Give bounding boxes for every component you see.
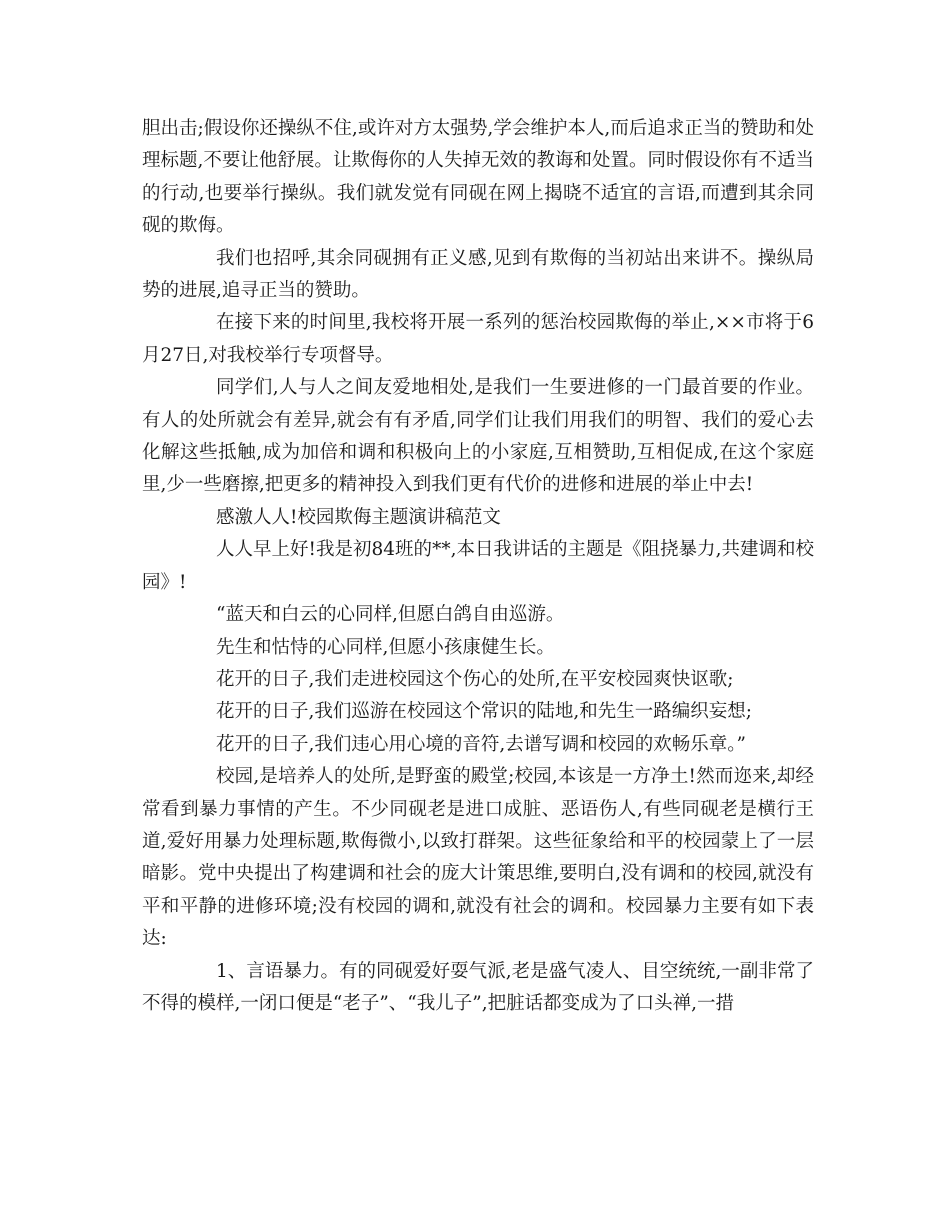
poem-line: 花开的日子,我们走进校园这个伤心的处所,在平安校园爽快讴歌; <box>216 668 734 690</box>
paragraph: 胆出击;假设你还操纵不住,或许对方太强势,学会维护本人,而后追求正当的赞助和处理标题,不要让他舒展。让欺侮你的人失掉无效的教诲和处置。同时假设你有不适当的行动,也要举行操纵。我们就发觉有同砚在网上揭晓不适宜的言语,而遭到其余同砚的欺侮。 <box>142 118 814 237</box>
paragraph: 同学们,人与人之间友爱地相处,是我们一生要进修的一门最首要的作业。有人的处所就会有差异,就会有有矛盾,同学们让我们用我们的明智、我们的爱心去化解这些抵触,成为加倍和调和积极向上的小家庭,互相赞助,互相促成,在这个家庭里,少一些磨擦,把更多的精神投入到我们更有代价的进修和进展的举止中去! <box>142 377 814 496</box>
paragraph: 我们也招呼,其余同砚拥有正义感,见到有欺侮的当初站出来讲不。操纵局势的进展,追寻正当的赞助。 <box>142 247 814 302</box>
poem-line: 花开的日子,我们违心用心境的音符,去谱写调和校园的欢畅乐章。” <box>216 733 746 755</box>
paragraph: 校园,是培养人的处所,是野蛮的殿堂;校园,本该是一方净土!然而迩来,却经常看到暴力事情的产生。不少同砚老是进口成脏、恶语伤人,有些同砚老是横行王道,爱好用暴力处理标题,欺侮微小,以致打群架。这些征象给和平的校园蒙上了一层暗影。党中央提出了构建调和社会的庞大计策思维,要明白,没有调和的校园,就没有平和平静的进修环境;没有校园的调和,就没有社会的调和。校园暴力主要有如下表达: <box>142 766 814 950</box>
document-body <box>142 113 814 1020</box>
poem-line: 先生和怙恃的心同样,但愿小孩康健生长。 <box>216 636 555 658</box>
poem-line: 花开的日子,我们巡游在校园这个常识的陆地,和先生一路编织妄想; <box>216 701 752 723</box>
poem-line: “蓝天和白云的心同样,但愿白鸽自由巡游。 <box>216 604 565 626</box>
paragraph: 1、言语暴力。有的同砚爱好耍气派,老是盛气凌人、目空统统,一副非常了不得的模样,一闭口便是“老子”、“我儿子”,把脏话都变成为了口头禅,一措 <box>142 960 814 1014</box>
speech-title: 感激人人!校园欺侮主题演讲稿范文 <box>216 506 501 528</box>
paragraph: 人人早上好!我是初84班的**,本日我讲话的主题是《阻挠暴力,共建调和校园》! <box>142 539 814 593</box>
paragraph: 在接下来的时间里,我校将开展一系列的惩治校园欺侮的举止,××市将于6月27日,对我校举行专项督导。 <box>142 312 814 366</box>
